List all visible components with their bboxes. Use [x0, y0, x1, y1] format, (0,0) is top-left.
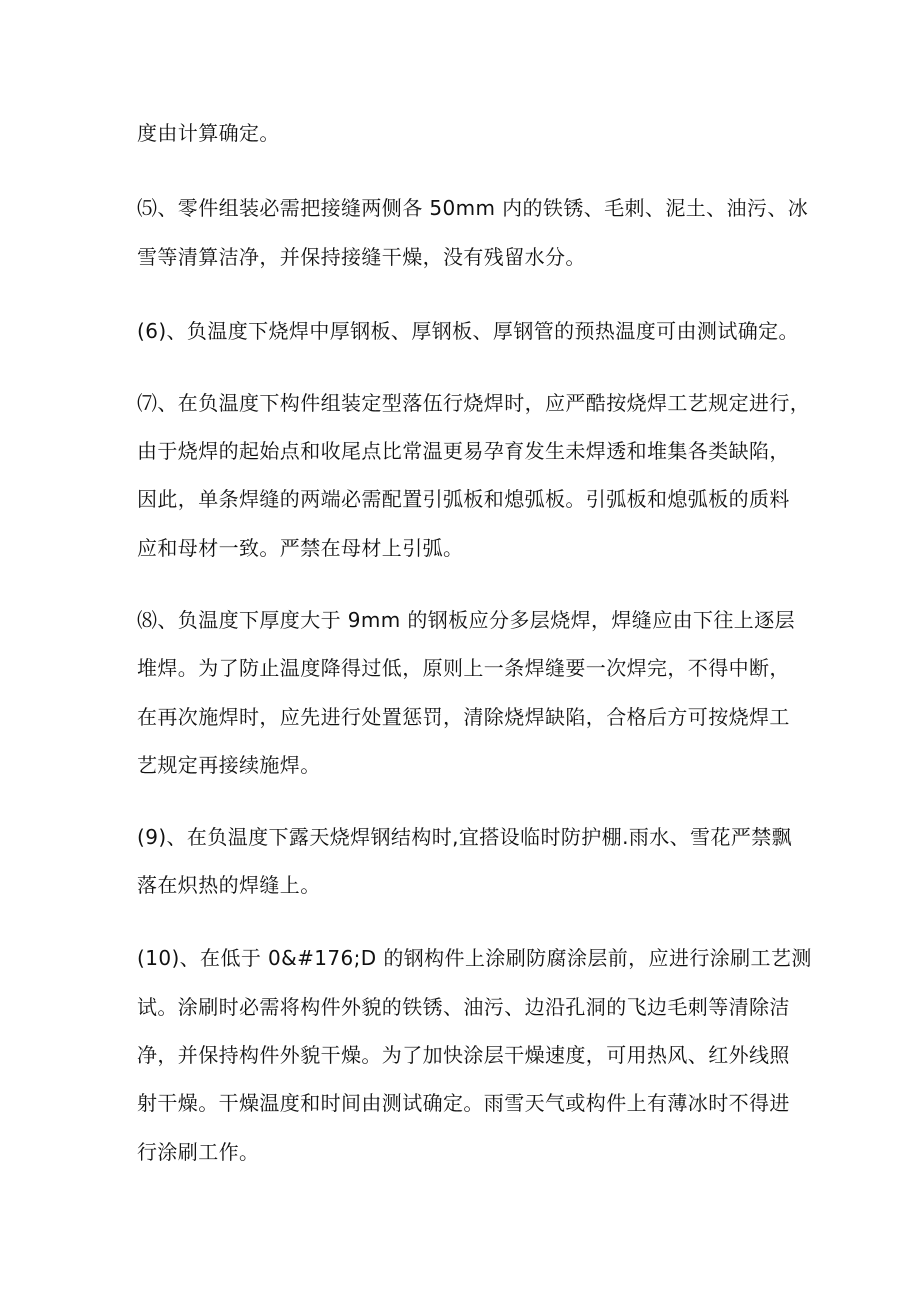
- text-line: 落在炽热的焊缝上。: [137, 873, 321, 897]
- text-line: 试。涂刷时必需将构件外貌的铁锈、油污、边沿孔洞的飞边毛刺等清除洁: [137, 995, 790, 1019]
- text-line: 在再次施焊时，应先进行处置惩罚，清除烧焊缺陷，合格后方可按烧焊工: [137, 705, 790, 729]
- text-line: 由于烧焊的起始点和收尾点比常温更易孕育发生未焊透和堆集各类缺陷，: [137, 439, 790, 463]
- text-line: 度由计算确定。: [137, 121, 280, 145]
- text-line: 净，并保持构件外貌干燥。为了加快涂层干燥速度，可用热风、红外线照: [137, 1043, 790, 1067]
- text-line: ⑻、负温度下厚度大于 9mm 的钢板应分多层烧焊，焊缝应由下往上逐层: [137, 608, 796, 632]
- text-line: (10)、在低于 0&#176;D 的钢构件上涂刷防腐涂层前，应进行涂刷工艺测: [137, 946, 812, 970]
- text-line: (6)、负温度下烧焊中厚钢板、厚钢板、厚钢管的预热温度可由测试确定。: [137, 319, 799, 343]
- text-line: 行涂刷工作。: [137, 1140, 260, 1164]
- text-line: 射干燥。干燥温度和时间由测试确定。雨雪天气或构件上有薄冰时不得进: [137, 1091, 790, 1115]
- text-line: 因此，单条焊缝的两端必需配置引弧板和熄弧板。引弧板和熄弧板的质料: [137, 487, 790, 511]
- text-line: 雪等清算洁净，并保持接缝干燥，没有残留水分。: [137, 245, 586, 269]
- text-line: 艺规定再接续施焊。: [137, 753, 321, 777]
- text-line: 堆焊。为了防止温度降得过低，原则上一条焊缝要一次焊完，不得中断，: [137, 656, 790, 680]
- text-line: ⑸、零件组装必需把接缝两侧各 50mm 内的铁锈、毛刺、泥土、油污、冰: [137, 196, 809, 220]
- text-line: ⑺、在负温度下构件组装定型落伍行烧焊时，应严酷按烧焊工艺规定进行，: [137, 391, 811, 415]
- text-line: 应和母材一致。严禁在母材上引弧。: [137, 536, 464, 560]
- text-line: (9)、在负温度下露天烧焊钢结构时,宜搭设临时防护棚.雨水、雪花严禁飘: [137, 825, 793, 849]
